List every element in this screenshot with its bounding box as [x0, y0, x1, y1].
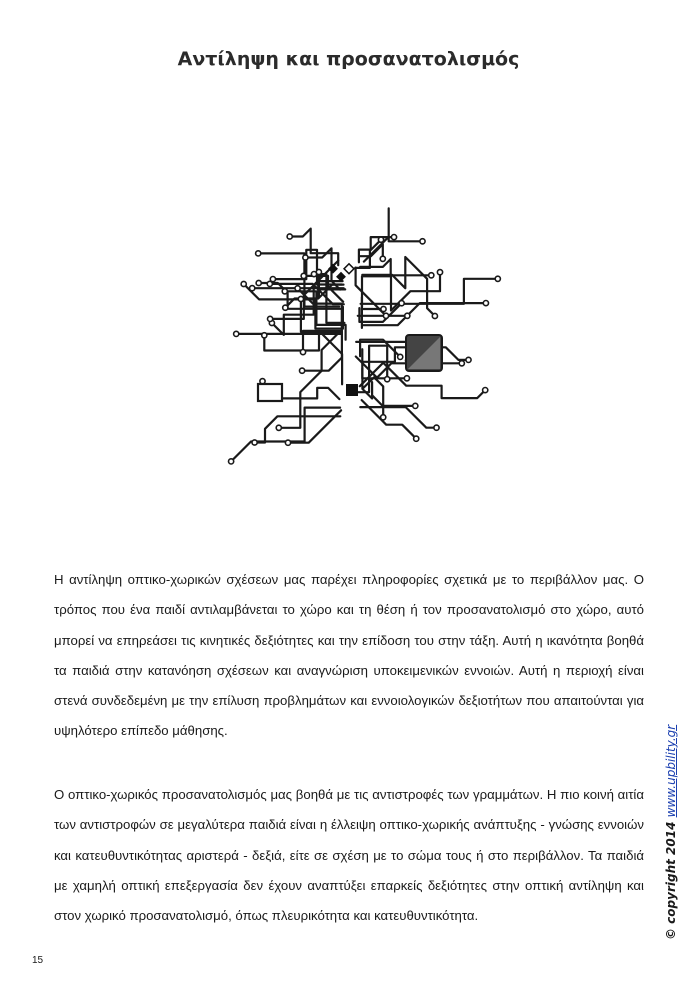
circuit-pad [483, 301, 488, 306]
circuit-pad [287, 234, 292, 239]
circuit-pad [311, 272, 316, 277]
circuit-pad [256, 280, 261, 285]
circuit-pad [262, 333, 267, 338]
circuit-pad [434, 425, 439, 430]
circuit-pad [414, 436, 419, 441]
circuit-pad [267, 281, 272, 286]
circuit-pad [483, 388, 488, 393]
circuit-pad [466, 357, 471, 362]
circuit-trace [279, 335, 337, 428]
page-title: Αντίληψη και προσανατολισμός [177, 48, 520, 70]
diamond-a [328, 264, 338, 274]
circuit-trace [362, 368, 415, 406]
circuit-pad [405, 313, 410, 318]
circuit-brain-icon [180, 140, 520, 530]
circuit-pad [459, 361, 464, 366]
circuit-pad [298, 296, 303, 301]
circuit-pad [398, 354, 403, 359]
circuit-pad [234, 331, 239, 336]
circuit-pad [432, 313, 437, 318]
circuit-pad [295, 286, 300, 291]
circuit-pad [399, 301, 404, 306]
small-chip [346, 384, 358, 396]
circuit-pad [300, 368, 305, 373]
circuit-pad [229, 459, 234, 464]
circuit-pad [241, 281, 246, 286]
circuit-pad [495, 276, 500, 281]
circuit-pad [252, 440, 257, 445]
circuit-pad [380, 256, 385, 261]
paragraph-2: Ο οπτικο-χωρικός προσανατολισμός μας βοηθά με τις αντιστροφές των γραμμάτων. Η πιο κοινή αιτία των αντιστροφών σε μεγαλύτερα παιδιά είναι η έλλειψη οπτικο-χωρικής ανάπτυξης - γνώσης εννοιών και κατευθυντικότητας αριστερά - δεξιά, είτε σε σχέση με το σώμα τους ή στο περιβάλλον. Τα παιδιά με χαμηλή οπτική επεξεργασία δεν έχουν αναπτύξει επαρκείς δεξιότητες στην οπτική αντίληψη και στον χωρικό προσανατολισμό, όπως πλευρικότητα και κατευθυντικότητα. [54, 787, 644, 924]
circuit-pad [283, 305, 288, 310]
circuit-pad [300, 350, 305, 355]
circuit-pad [383, 313, 388, 318]
circuit-pad [413, 403, 418, 408]
circuit-pad [385, 377, 390, 382]
circuit-pad [391, 235, 396, 240]
copyright-link[interactable]: www.upbility.gr [664, 724, 678, 818]
circuit-pad [256, 251, 261, 256]
circuit-trace [288, 410, 341, 442]
circuit-pad [420, 239, 425, 244]
copyright-notice [664, 725, 678, 940]
paragraph-1: Η αντίληψη οπτικο-χωρικών σχέσεων μας παρέχει πληροφορίες σχετικά με το περιβάλλον μας. Ο τρόπος που ένα παιδί αντιλαμβάνεται το χώρο και τη θέση ή τον προσανατολισμό στο χώρο, αυτό μπορεί να επηρεάσει τις κινητικές δεξιότητες και την επίδοση του στην τάξη. Αυτή η ικανότητα βοηθά τα παιδιά στην κατανόηση σχέσεων και αναγνώριση υποκειμενικών εννοιών. Αυτή η περιοχή είναι στενά συνδεδεμένη με την επίλυση προβλημάτων και εννοιολογικών δεξιοτήτων που απαιτούνται για υψηλότερο επίπεδο μάθησης. [54, 572, 644, 739]
circuit-pad [276, 425, 281, 430]
circuit-pad [381, 306, 386, 311]
circuit-pad [250, 286, 255, 291]
circuit-pad [282, 289, 287, 294]
circuit-pad [378, 237, 383, 242]
diamond-c [344, 264, 354, 274]
circuit-pad [437, 270, 442, 275]
page-number: 15 [32, 955, 44, 966]
circuit-pad [285, 440, 290, 445]
circuit-pad [301, 273, 306, 278]
circuit-pad [429, 273, 434, 278]
circuit-pad [303, 255, 308, 260]
circuit-pad [381, 415, 386, 420]
copyright-text: © copyright 2014 [664, 817, 678, 940]
circuit-trace [255, 416, 341, 442]
white-component [258, 384, 282, 401]
circuit-pad [268, 316, 273, 321]
circuit-pad [404, 376, 409, 381]
